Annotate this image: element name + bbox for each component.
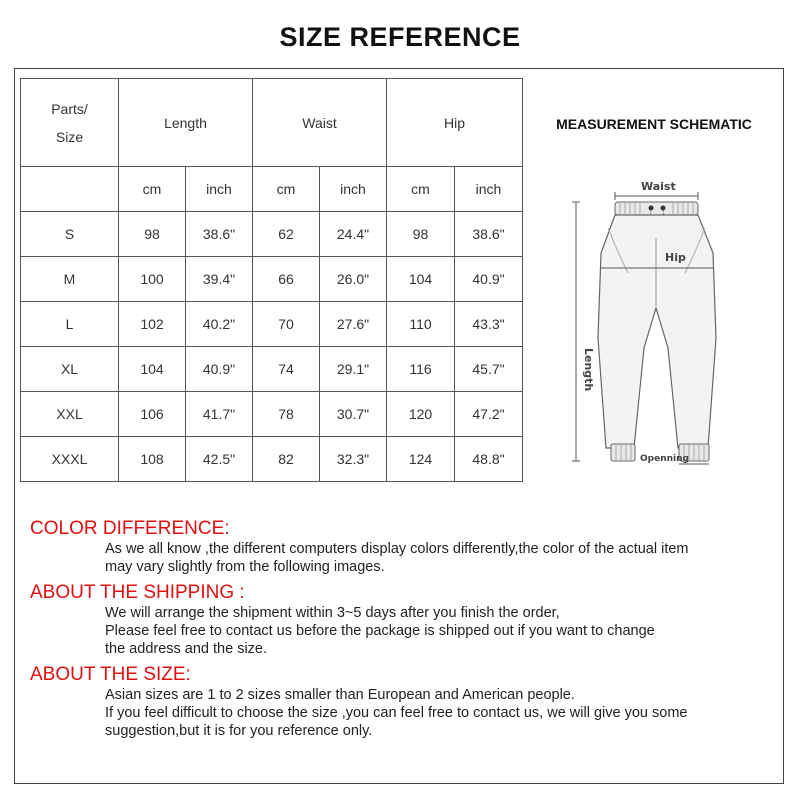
length-label: Length <box>582 348 595 392</box>
size-table <box>20 78 523 482</box>
size-cell: XXL <box>21 392 119 437</box>
waist-label: Waist <box>641 180 676 193</box>
value-cell: 29.1" <box>320 347 387 392</box>
value-cell: 42.5" <box>186 437 253 482</box>
note-line: We will arrange the shipment within 3~5 days after you finish the order, <box>105 605 560 621</box>
table-row <box>21 437 523 482</box>
value-cell: 43.3" <box>455 302 523 347</box>
value-cell: 41.7" <box>186 392 253 437</box>
value-cell: 45.7" <box>455 347 523 392</box>
schematic-title: MEASUREMENT SCHEMATIC <box>556 116 752 132</box>
color-difference-block <box>30 518 775 576</box>
value-cell: 98 <box>119 212 186 257</box>
value-cell: 104 <box>387 257 455 302</box>
table-row <box>21 302 523 347</box>
page-title: SIZE REFERENCE <box>279 22 521 52</box>
value-cell: 106 <box>119 392 186 437</box>
shipping-heading: ABOUT THE SHIPPING : <box>30 582 245 603</box>
unit-cell: inch <box>320 167 387 212</box>
note-line: may vary slightly from the following images. <box>105 559 385 575</box>
value-cell: 40.2" <box>186 302 253 347</box>
parts-label: Parts/ <box>51 100 88 117</box>
unit-row <box>21 167 523 212</box>
drawstring-eyelet <box>649 206 654 211</box>
waistband <box>615 202 698 215</box>
unit-cell: inch <box>455 167 523 212</box>
pants-diagram <box>528 78 780 482</box>
value-cell: 104 <box>119 347 186 392</box>
value-cell: 40.9" <box>455 257 523 302</box>
unit-cell: cm <box>119 167 186 212</box>
note-line: the address and the size. <box>105 641 268 657</box>
value-cell: 40.9" <box>186 347 253 392</box>
parts-size-header <box>21 79 119 167</box>
value-cell: 38.6" <box>186 212 253 257</box>
hip-header: Hip <box>387 79 523 167</box>
value-cell: 102 <box>119 302 186 347</box>
unit-cell: cm <box>253 167 320 212</box>
waist-header: Waist <box>253 79 387 167</box>
value-cell: 30.7" <box>320 392 387 437</box>
value-cell: 48.8" <box>455 437 523 482</box>
size-cell: XL <box>21 347 119 392</box>
table-row <box>21 212 523 257</box>
value-cell: 78 <box>253 392 320 437</box>
note-line: Please feel free to contact us before the package is shipped out if you want to change <box>105 623 655 639</box>
length-header: Length <box>119 79 253 167</box>
value-cell: 108 <box>119 437 186 482</box>
value-cell: 47.2" <box>455 392 523 437</box>
value-cell: 70 <box>253 302 320 347</box>
note-line: suggestion,but it is for you reference only. <box>105 723 373 739</box>
drawstring-eyelet <box>661 206 666 211</box>
table-row <box>21 257 523 302</box>
value-cell: 110 <box>387 302 455 347</box>
value-cell: 124 <box>387 437 455 482</box>
shipping-block <box>30 582 775 658</box>
hip-label: Hip <box>665 251 686 264</box>
unit-blank-cell <box>21 167 119 212</box>
table-header-row <box>21 79 523 167</box>
opening-label: Openning <box>640 454 689 464</box>
note-line: If you feel difficult to choose the size ,you can feel free to contact us, we will give you some <box>105 705 688 721</box>
note-line: As we all know ,the different computers display colors differently,the color of the actual item <box>105 541 689 557</box>
value-cell: 62 <box>253 212 320 257</box>
value-cell: 24.4" <box>320 212 387 257</box>
size-block <box>30 664 775 740</box>
table-row <box>21 347 523 392</box>
unit-cell: inch <box>186 167 253 212</box>
size-cell: XXXL <box>21 437 119 482</box>
value-cell: 100 <box>119 257 186 302</box>
size-cell: S <box>21 212 119 257</box>
value-cell: 98 <box>387 212 455 257</box>
value-cell: 32.3" <box>320 437 387 482</box>
value-cell: 26.0" <box>320 257 387 302</box>
value-cell: 82 <box>253 437 320 482</box>
note-line: Asian sizes are 1 to 2 sizes smaller than European and American people. <box>105 687 575 703</box>
value-cell: 27.6" <box>320 302 387 347</box>
value-cell: 39.4" <box>186 257 253 302</box>
value-cell: 116 <box>387 347 455 392</box>
size-cell: L <box>21 302 119 347</box>
size-heading: ABOUT THE SIZE: <box>30 664 191 685</box>
pants-outline <box>598 215 716 448</box>
value-cell: 66 <box>253 257 320 302</box>
value-cell: 38.6" <box>455 212 523 257</box>
notes-section <box>30 518 775 740</box>
color-difference-heading: COLOR DIFFERENCE: <box>30 518 230 539</box>
value-cell: 74 <box>253 347 320 392</box>
measurement-schematic <box>528 78 780 482</box>
table-row <box>21 392 523 437</box>
size-label: Size <box>55 128 84 145</box>
unit-cell: cm <box>387 167 455 212</box>
value-cell: 120 <box>387 392 455 437</box>
size-cell: M <box>21 257 119 302</box>
left-cuff <box>611 444 635 461</box>
